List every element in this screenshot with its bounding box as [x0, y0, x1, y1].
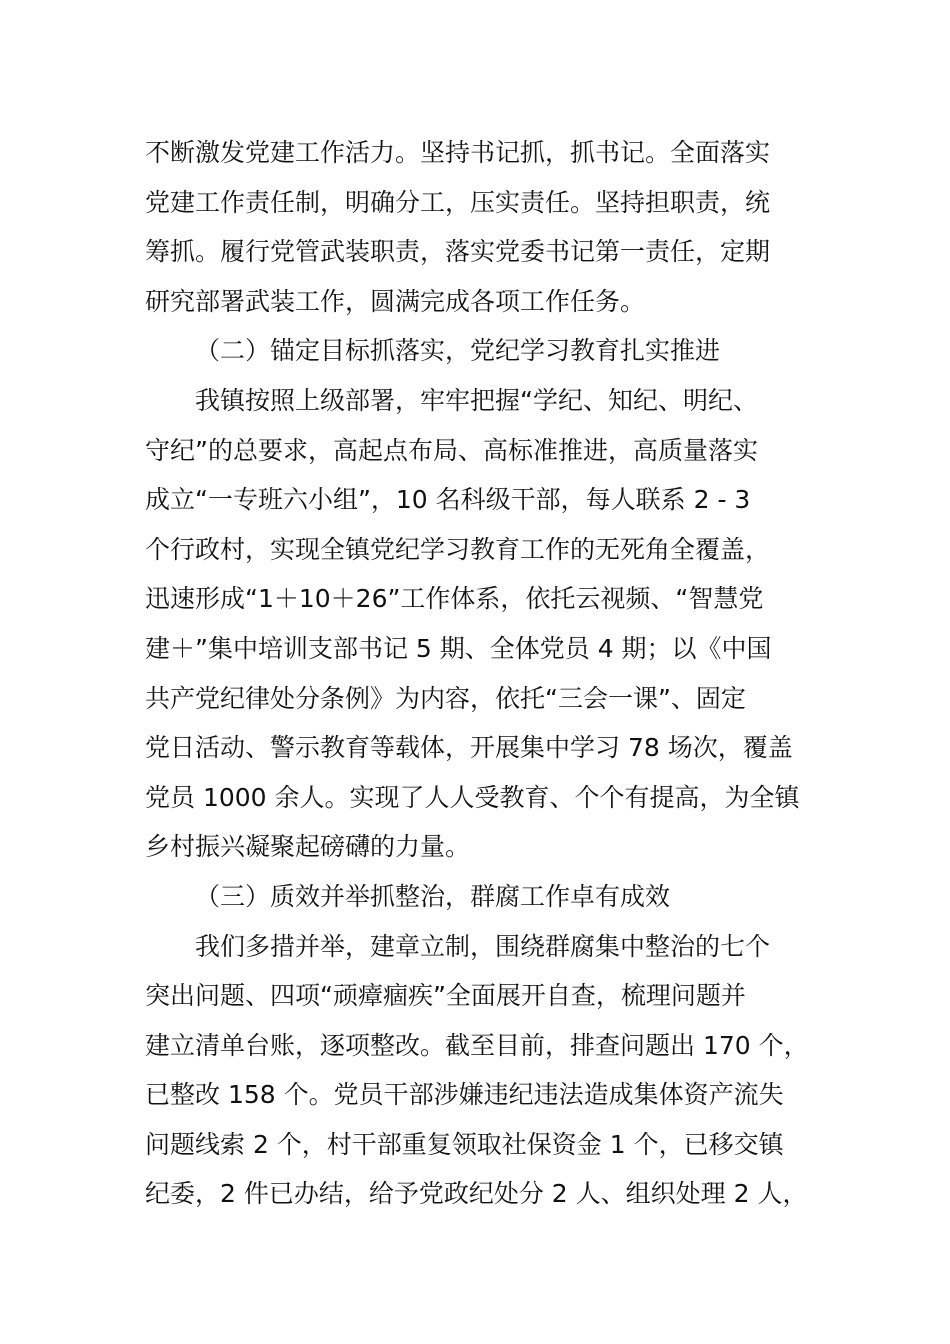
section-heading: （二）锚定目标抓落实，党纪学习教育扎实推进	[195, 336, 721, 366]
document-body-text	[145, 128, 825, 1219]
text-line: 问题线索 2 个，村干部重复领取社保资金 1 个，已移交镇	[145, 1129, 784, 1159]
text-line: 党员 1000 余人。实现了人人受教育、个个有提高，为全镇	[145, 782, 800, 812]
text-line: 我们多措并举，建章立制，围绕群腐集中整治的七个	[195, 931, 771, 961]
text-line: 纪委，2 件已办结，给予党政纪处分 2 人、组织处理 2 人，	[145, 1179, 808, 1209]
text-line: 建＋”集中培训支部书记 5 期、全体党员 4 期；以《中国	[145, 633, 772, 663]
text-line: 不断激发党建工作活力。坚持书记抓，抓书记。全面落实	[145, 138, 771, 167]
text-line: 党建工作责任制，明确分工，压实责任。坚持担职责，统	[145, 187, 771, 217]
text-line: 党日活动、警示教育等载体，开展集中学习 78 场次，覆盖	[145, 733, 793, 763]
text-line: 成立“一专班六小组”，10 名科级干部，每人联系 2 - 3	[145, 485, 751, 515]
text-line: 建立清单台账，逐项整改。截至目前，排查问题出 170 个，	[145, 1030, 809, 1060]
text-line: 筹抓。履行党管武装职责，落实党委书记第一责任，定期	[145, 237, 771, 267]
text-line: 突出问题、四项“顽瘴痼疾”全面展开自查，梳理问题并	[145, 981, 746, 1011]
text-line: 个行政村，实现全镇党纪学习教育工作的无死角全覆盖，	[145, 534, 771, 564]
text-line: 已整改 158 个。党员干部涉嫌违纪违法造成集体资产流失	[145, 1080, 784, 1110]
text-line: 研究部署武装工作，圆满完成各项工作任务。	[145, 286, 646, 316]
text-line: 守纪”的总要求，高起点布局、高标准推进，高质量落实	[145, 435, 758, 465]
text-line: 我镇按照上级部署，牢牢把握“学纪、知纪、明纪、	[195, 385, 758, 415]
text-line: 共产党纪律处分条例》为内容，依托“三会一课”、固定	[145, 683, 746, 713]
text-line: 乡村振兴凝聚起磅礴的力量。	[145, 832, 471, 862]
section-heading: （三）质效并举抓整治，群腐工作卓有成效	[195, 881, 671, 911]
text-line: 迅速形成“1＋10＋26”工作体系，依托云视频、“智慧党	[145, 584, 764, 614]
